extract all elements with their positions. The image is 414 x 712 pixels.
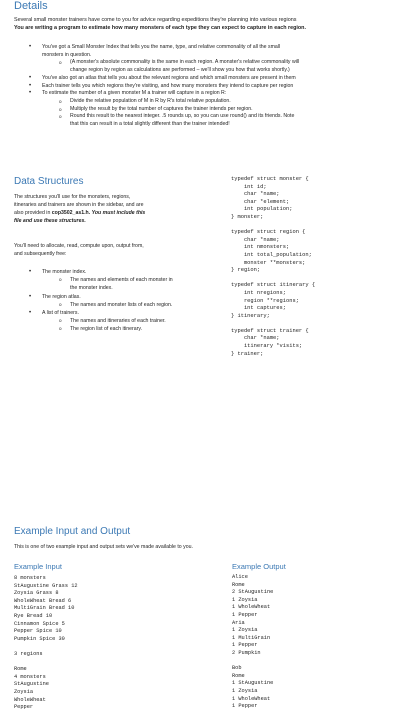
- details-heading: Details: [14, 0, 48, 12]
- struct-code: typedef struct monster { int id; char *name; char *element; int population; } monster; typedef struct region { char *name; int nmonsters; int total_population; monster **monsters; } region; typedef struct itinerary { int nregions; region **regions; int captures; } itinerary; typedef struct trainer { char *name; itinerary *visits; } trainer;: [231, 176, 316, 357]
- bullet-item: • The monster index.: [14, 268, 224, 276]
- ds-text-line: and subsequently free:: [14, 251, 67, 257]
- bullet-item: o (A monster's absolute commonality is the same in each region. A monster's relative commonality will: [14, 59, 414, 67]
- ds-text-line: [14, 209, 222, 217]
- bullet-item: o Divide the relative population of M in R by R's total relative population.: [14, 98, 414, 106]
- bullet-item: • A list of trainers.: [14, 309, 224, 317]
- data-structures-heading: Data Structures: [14, 176, 84, 187]
- example-output-heading: Example Output: [232, 562, 286, 571]
- example-heading: Example Input and Output: [14, 526, 131, 537]
- bullet-item: o The names and monster lists of each region.: [14, 301, 224, 309]
- header-filename: cop3502_as1.h.: [51, 210, 91, 216]
- bullet-item: change region by region as calculations are performed – we'll show you how that works shortly.): [70, 67, 290, 74]
- intro-line-2: You are writing a program to estimate how many monsters of each type they can expect to capture in each region.: [14, 25, 306, 31]
- ds-emphasis: You must include this: [91, 210, 146, 216]
- ds-text-line: The structures you'll use for the monsters, regions,: [14, 194, 131, 200]
- ds-text: also provided in: [14, 210, 51, 216]
- bullet-item: monsters in question.: [42, 51, 92, 58]
- structures-bullet-list: [14, 268, 224, 334]
- example-input-code: 8 monsters StAugustine Grass 12 Zoysia Grass 8 WholeWheat Bread 6 MultiGrain Bread 10 Rye Bread 10 Cinnamon Spice 5 Pepper Spice 10 Pumpkin Spice 30 3 regions Rome 4 monsters StAugustine Zoysia WholeWheat Pepper: [14, 575, 78, 711]
- bullet-item: • You've also got an atlas that tells you about the relevant regions and which small monsters are present in them: [14, 75, 414, 83]
- intro-line-1: Several small monster trainers have come to you for advice regarding expeditions they're planning into various regions: [14, 17, 297, 23]
- ds-text-line: itineraries and trainers are shown in the sidebar, and are: [14, 202, 144, 208]
- allocation-paragraph: [14, 242, 222, 258]
- bullet-item: • To estimate the number of a given monster M a trainer will capture in a region R:: [14, 90, 414, 98]
- bullet-item: o Multiply the result by the total number of captures the trainer intends per region.: [14, 106, 414, 114]
- example-description: This is one of two example input and output sets we've made available to you.: [14, 544, 193, 550]
- bullet-item: that this can result in a total slightly different than the trainer intended!: [70, 121, 230, 128]
- bullet-item: • The region atlas.: [14, 293, 224, 301]
- bullet-item: o Round this result to the nearest integer. .5 rounds up, so you can use round() and its friends. Note: [14, 113, 414, 121]
- ds-emphasis: file and use these structures.: [14, 218, 86, 224]
- bullet-item: the monster index.: [70, 285, 113, 292]
- details-bullet-list: [14, 44, 414, 129]
- bullet-item: • Each trainer tells you which regions they're visiting, and how many monsters they intend to capture per region: [14, 83, 414, 91]
- bullet-item: o The region list of each itinerary.: [14, 325, 224, 333]
- struct-code-sidebar: [231, 176, 401, 436]
- example-output-code: Alice Rome 2 StAugustine 1 Zoysia 1 WholeWheat 1 Pepper Aria 1 Zoysia 1 MultiGrain 1 Pepper 2 Pumpkin Bob Rome 1 StAugustine 1 Zoysia 1 WholeWheat 1 Pepper: [232, 574, 274, 710]
- bullet-item: o The names and itineraries of each trainer.: [14, 317, 224, 325]
- bullet-item: • You've got a Small Monster Index that tells you the name, type, and relative commonality of all the small: [14, 44, 414, 52]
- bullet-item: o The names and elements of each monster in: [14, 276, 224, 284]
- example-input-heading: Example Input: [14, 562, 62, 571]
- intro-paragraph: [14, 16, 414, 32]
- ds-text-line: You'll need to allocate, read, compute upon, output from,: [14, 243, 144, 249]
- data-structures-paragraph: [14, 193, 222, 225]
